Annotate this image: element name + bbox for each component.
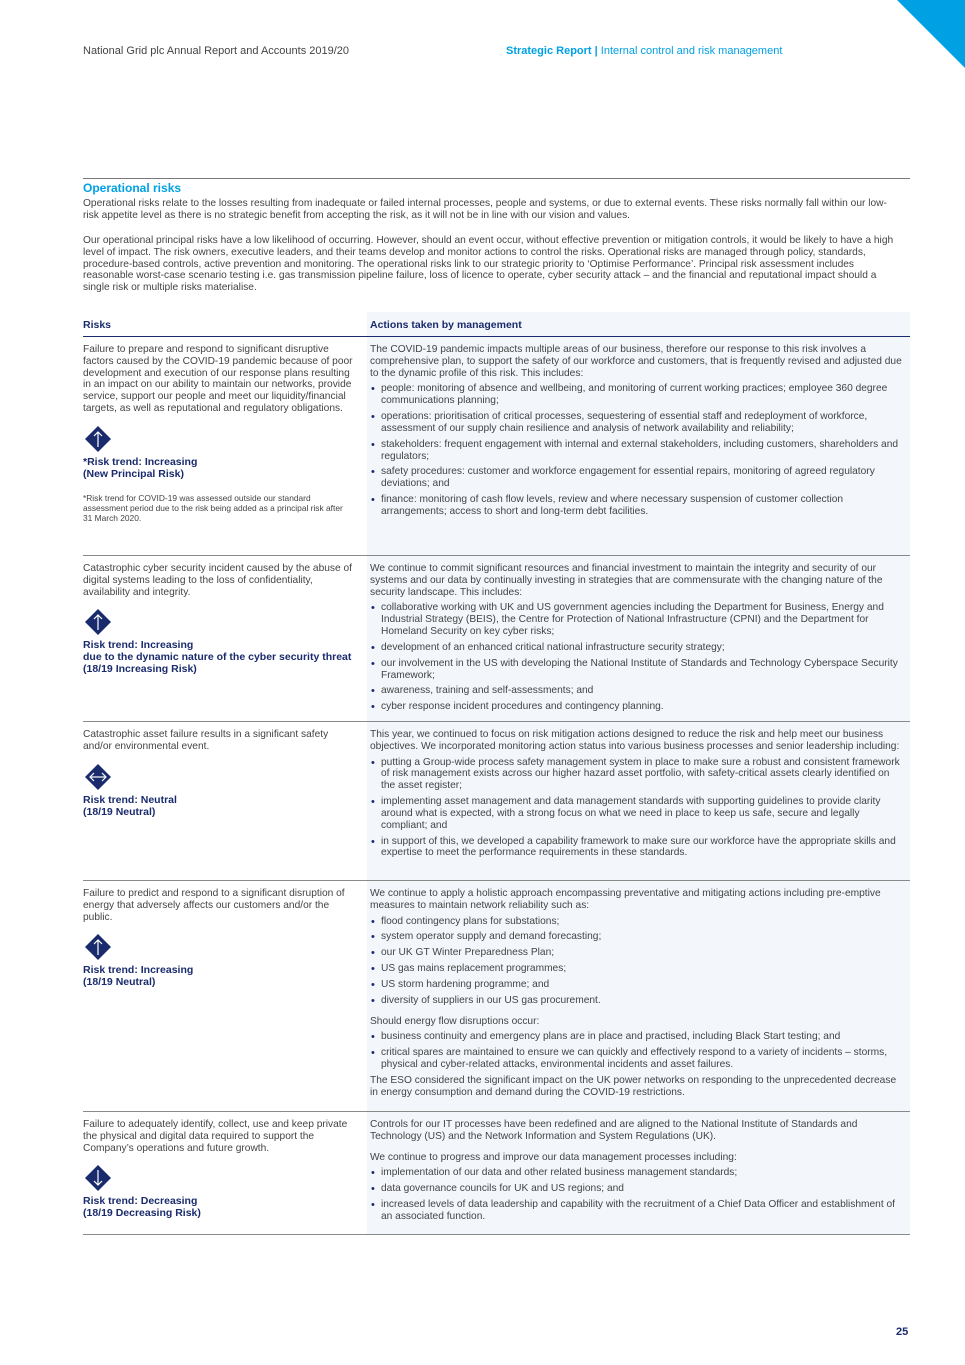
actions-cell — [367, 1112, 910, 1234]
page-number: 25 — [896, 1326, 909, 1338]
actions-cell — [367, 556, 910, 721]
column-header-risks: Risks — [83, 319, 112, 331]
header-separator: | — [594, 45, 598, 57]
actions-cell — [367, 722, 910, 880]
risk-trend-detail: due to the dynamic nature of the cyber security threat — [83, 651, 352, 664]
intro-paragraph-1: Operational risks relate to the losses resulting from inadequate or failed internal processes, people and systems, or due to external events. These risks normally fall within our low-risk appetite level as there is no strategic benefit from accepting the risk, as it will not be in line with our vision and values. — [83, 198, 887, 221]
subsection-label: Internal control and risk management — [600, 45, 783, 57]
risk-cell — [83, 722, 353, 819]
risk-trend-label: Risk trend: Increasing — [83, 639, 194, 652]
list-item: • system operator supply and demand forecasting; — [370, 931, 902, 943]
actions-cell — [367, 881, 910, 1111]
table-row — [83, 881, 910, 1112]
list-item: • diversity of suppliers in our US gas procurement. — [370, 995, 902, 1007]
list-item: • collaborative working with UK and US government agencies including the Department for Business, Energy and Industrial Strategy (BEIS), the Centre for Protection of National Infrastructure (CPNI) and the Department for Homeland Security on key cyber risks; — [370, 602, 902, 637]
list-item: • business continuity and emergency plans are in place and practised, including Black Start testing; and — [370, 1031, 902, 1043]
list-item: • our involvement in the US with developing the National Institute of Standards and Technology Cyberspace Security Framework; — [370, 658, 902, 682]
section-divider — [83, 178, 910, 179]
list-item: • cyber response incident procedures and contingency planning. — [370, 701, 902, 713]
table-row — [83, 1112, 910, 1235]
list-item: • US gas mains replacement programmes; — [370, 963, 902, 975]
table-row — [83, 556, 910, 722]
risk-description: Catastrophic cyber security incident caused by the abuse of digital systems leading to the loss of confidentiality, availability and integrity. — [83, 563, 352, 598]
arrow-up-icon — [84, 425, 112, 453]
running-header — [506, 45, 782, 57]
risk-footnote: *Risk trend for COVID-19 was assessed outside our standard assessment period due to the risk being added as a principal risk after 31 March 2020. — [83, 492, 343, 524]
risk-trend-comparison: (18/19 Neutral) — [83, 805, 156, 818]
actions-intro: Controls for our IT processes have been redefined and are aligned to the National Institute of Standards and Technology (US) and the Network Information and System Regulations (UK). — [370, 1119, 858, 1142]
actions-list — [370, 602, 902, 713]
risk-trend-comparison: (18/19 Decreasing Risk) — [83, 1207, 201, 1220]
list-item: • people: monitoring of absence and wellbeing, and monitoring of current working practices; employee 360 degree communications planning; — [370, 383, 902, 407]
actions-intro: We continue to apply a holistic approach encompassing preventative and mitigating actions including pre-emptive measures to maintain network reliability such as: — [370, 888, 881, 911]
corner-decoration — [897, 0, 965, 68]
risk-description: Failure to adequately identify, collect, use and keep private the physical and digital data required to support the Company’s operations and future growth. — [83, 1119, 348, 1154]
actions-list — [370, 1167, 902, 1222]
risk-cell — [83, 556, 353, 676]
intro-paragraph-2: Our operational principal risks have a low likelihood of occurring. However, should an event occur, without effective prevention or mitigation controls, it would be likely to have a high level of impact. The risk owners, executive leaders, and their teams develop and monitor actions to control the risks. Operational risks are managed through policy, standards, procedure-based controls, active prevention and monitoring. The operational risks link to our strategic priority to ‘Optimise Performance’. Principal risk assessment includes reasonable worst-case scenario testing i.e. gas transmission pipeline failure, loss of licence to operate, cyber security attack – and the financial and reputational impact should a single risk or multiple risks materialise. — [83, 235, 894, 294]
actions-list — [370, 757, 902, 860]
risk-description: Failure to prepare and respond to significant disruptive factors caused by the COVID-19 pandemic because of poor development and execution of our response plans resulting in an impact on our ability to maintain our networks, provide service, support our people and meet our liquidity/financial targets, as well as reputational and regulatory obligations. — [83, 344, 353, 415]
report-title: National Grid plc Annual Report and Accounts 2019/20 — [83, 45, 350, 57]
list-item: • development of an enhanced critical national infrastructure security strategy; — [370, 642, 902, 654]
actions-subheading: We continue to progress and improve our data management processes including: — [370, 1151, 737, 1163]
risk-trend-comparison: (New Principal Risk) — [83, 467, 184, 480]
actions-list — [370, 916, 902, 1007]
list-item: • awareness, training and self-assessments; and — [370, 685, 902, 697]
list-item: • US storm hardening programme; and — [370, 979, 902, 991]
risk-cell — [83, 881, 353, 989]
risk-trend-comparison: (18/19 Increasing Risk) — [83, 663, 197, 676]
actions-intro: We continue to commit significant resources and financial investment to maintain the integrity and security of our systems and our data by continually investing in strategies that are commensurate with the changing nature of the security landscape. This includes: — [370, 563, 883, 598]
arrow-down-icon — [84, 1164, 112, 1192]
actions-intro: This year, we continued to focus on risk mitigation actions designed to reduce the risk and help meet our business objectives. We incorporated monitoring action status into various business processes and senior leadership including: — [370, 729, 900, 752]
section-title: Operational risks — [83, 181, 182, 195]
list-item: • putting a Group-wide process safety management system in place to make sure a robust and consistent framework of risk management exists across our higher hazard asset portfolio, with safety-critical assets clearly identified on the asset register; — [370, 757, 902, 792]
list-item: • operations: prioritisation of critical processes, sequestering of essential staff and redeployment of workforce, assessment of our supply chain resilience and analysis of network availability and reliability; — [370, 411, 902, 435]
list-item: • finance: monitoring of cash flow levels, review and where necessary suspension of customer collection arrangements; access to short and long-term debt facilities. — [370, 494, 902, 518]
table-row — [83, 722, 910, 881]
risk-trend-label: Risk trend: Increasing — [83, 964, 194, 977]
list-item: • our UK GT Winter Preparedness Plan; — [370, 947, 902, 959]
risk-trend-label: Risk trend: Decreasing — [83, 1195, 198, 1208]
risk-description: Catastrophic asset failure results in a significant safety and/or environmental event. — [83, 729, 329, 752]
actions-cell — [367, 337, 910, 555]
arrow-up-icon — [84, 933, 112, 961]
risk-trend-comparison: (18/19 Neutral) — [83, 976, 156, 989]
actions-subheading: Should energy flow disruptions occur: — [370, 1015, 540, 1027]
section-label: Strategic Report — [506, 45, 592, 57]
list-item: • implementing asset management and data management standards with supporting guidelines to provide clarity around what is expected, with a strong focus on what we need in place to keep us safe, secure and legally compliant; and — [370, 796, 902, 831]
list-item: • flood contingency plans for substations; — [370, 916, 902, 928]
list-item: • safety procedures: customer and workforce engagement for essential repairs, monitoring of agreed regulatory deviations; and — [370, 466, 902, 490]
list-item: • increased levels of data leadership and capability with the recruitment of a Chief Data Officer and establishment of an associated function. — [370, 1199, 902, 1223]
list-item: • in support of this, we developed a capability framework to make sure our workforce have the appropriate skills and expertise to meet the performance requirements in these standards. — [370, 836, 902, 860]
list-item: • stakeholders: frequent engagement with internal and external stakeholders, including customers, shareholders and regulators; — [370, 439, 902, 463]
risk-cell — [83, 1112, 353, 1220]
list-item: • data governance councils for UK and US regions; and — [370, 1183, 902, 1195]
table-row — [83, 337, 910, 556]
actions-list — [370, 1031, 902, 1070]
arrow-left-right-icon — [84, 763, 112, 791]
actions-list — [370, 383, 902, 517]
risk-cell — [83, 337, 353, 524]
list-item: • critical spares are maintained to ensure we can quickly and effectively respond to a variety of incidents – storms, physical and cyber-related attacks, environmental incidents and asset failures. — [370, 1047, 902, 1071]
column-header-actions: Actions taken by management — [367, 312, 910, 337]
arrow-up-icon — [84, 608, 112, 636]
risk-description: Failure to predict and respond to a significant disruption of energy that adversely affects our customers and/or the public. — [83, 888, 345, 923]
list-item: • implementation of our data and other related business management standards; — [370, 1167, 902, 1179]
risk-trend-label: Risk trend: Neutral — [83, 793, 177, 806]
risk-trend-label: *Risk trend: Increasing — [83, 455, 198, 468]
actions-outro: The ESO considered the significant impact on the UK power networks on responding to the unprecedented decrease in energy consumption and demand during the COVID-19 restrictions. — [370, 1074, 897, 1098]
actions-intro: The COVID-19 pandemic impacts multiple areas of our business, therefore our response to this risk involves a comprehensive plan, to support the safety of our workforce and customers, that is frequently revised and adjusted due to the dynamic profile of this risk. This includes: — [370, 344, 902, 379]
